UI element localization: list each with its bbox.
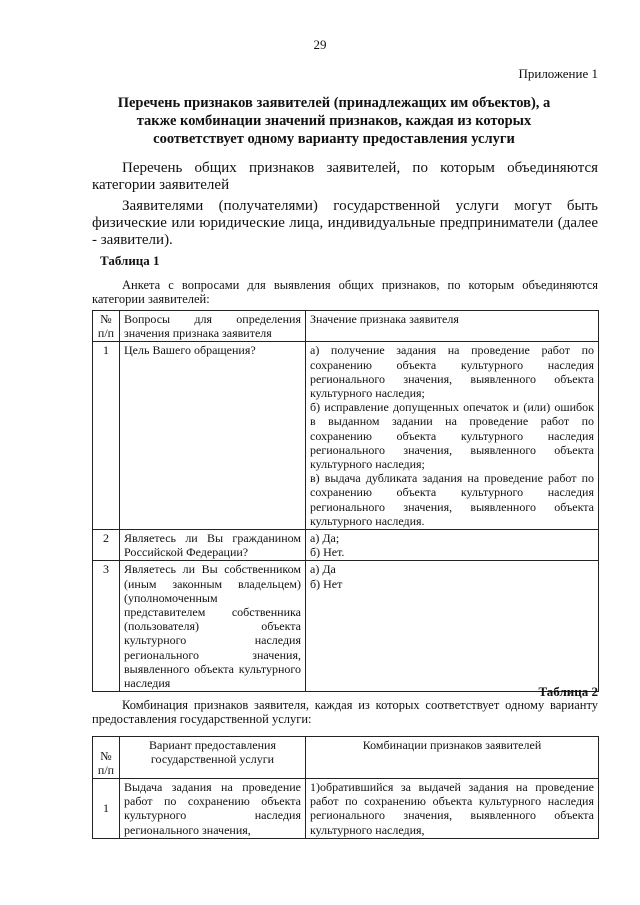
table2 (92, 736, 599, 839)
table1-label: Таблица 1 (100, 253, 160, 268)
table2-header-num: № п/п (93, 737, 120, 779)
table1-row-num: 2 (93, 530, 120, 561)
table1-header-num: № п/п (93, 311, 120, 342)
table1-row-value: а) получение задания на проведение работ по сохранению объекта культурного наследия регионального значения, выявленного объекта культурного наследия; б) исправление допущенных опечаток и (или) ошибок в выданном задании на проведение работ по сохранению объекта культурного наследия регионального значения, выявленного объекта культурного наследия; в) выдача дубликата задания на проведение работ по сохранению объекта культурного наследия регионального значения, выявленного объекта культурного наследия. (306, 342, 599, 530)
table-row (93, 342, 599, 530)
table-row (93, 530, 599, 561)
table1-row-value: а) Да; б) Нет. (306, 530, 599, 561)
paragraph-applicants: Заявителями (получателями) государственной услуги могут быть физические или юридические лица, индивидуальные предприниматели (далее - заявители). (92, 198, 598, 248)
table1-row-value: а) Да б) Нет (306, 561, 599, 692)
page-number: 29 (313, 37, 327, 52)
document-title: Перечень признаков заявителей (принадлежащих им объектов), а также комбинации значений признаков, каждая из которых соответствует одному варианту предоставления услуги (117, 95, 551, 147)
table2-header-variant: Вариант предоставления государственной услуги (120, 737, 306, 779)
table2-header-combination: Комбинации признаков заявителей (306, 737, 599, 779)
table1-row-question: Являетесь ли Вы гражданином Российской Федерации? (120, 530, 306, 561)
table2-label: Таблица 2 (538, 684, 598, 699)
table2-row-num: 1 (93, 779, 120, 839)
table1-row-num: 3 (93, 561, 120, 692)
table1-header-value: Значение признака заявителя (306, 311, 599, 342)
table1-row-question: Цель Вашего обращения? (120, 342, 306, 530)
table1 (92, 310, 599, 692)
table-row (93, 779, 599, 839)
table2-row-combination: 1)обратившийся за выдачей задания на проведение работ по сохранению объекта культурного наследия регионального значения, выявленного объекта культурного наследия, (306, 779, 599, 839)
table1-row-question: Являетесь ли Вы собственником (иным законным владельцем) (уполномоченным представителем собственника (пользователя) объекта культурного наследия регионального значения, выявленного объекта культурного наследия (120, 561, 306, 692)
table2-row-variant: Выдача задания на проведение работ по сохранению объекта культурного наследия регионального значения, (120, 779, 306, 839)
table-row (93, 561, 599, 692)
table1-header-row (93, 311, 599, 342)
table2-caption: Комбинация признаков заявителя, каждая из которых соответствует одному варианту предоставления государственной услуги: (92, 698, 598, 726)
paragraph-general-features: Перечень общих признаков заявителей, по которым объединяются категории заявителей (92, 160, 598, 193)
table1-header-question: Вопросы для определения значения признака заявителя (120, 311, 306, 342)
table1-row-num: 1 (93, 342, 120, 530)
table2-header-row (93, 737, 599, 779)
table1-caption: Анкета с вопросами для выявления общих признаков, по которым объединяются категории заявителей: (92, 278, 598, 306)
appendix-label: Приложение 1 (518, 66, 598, 81)
